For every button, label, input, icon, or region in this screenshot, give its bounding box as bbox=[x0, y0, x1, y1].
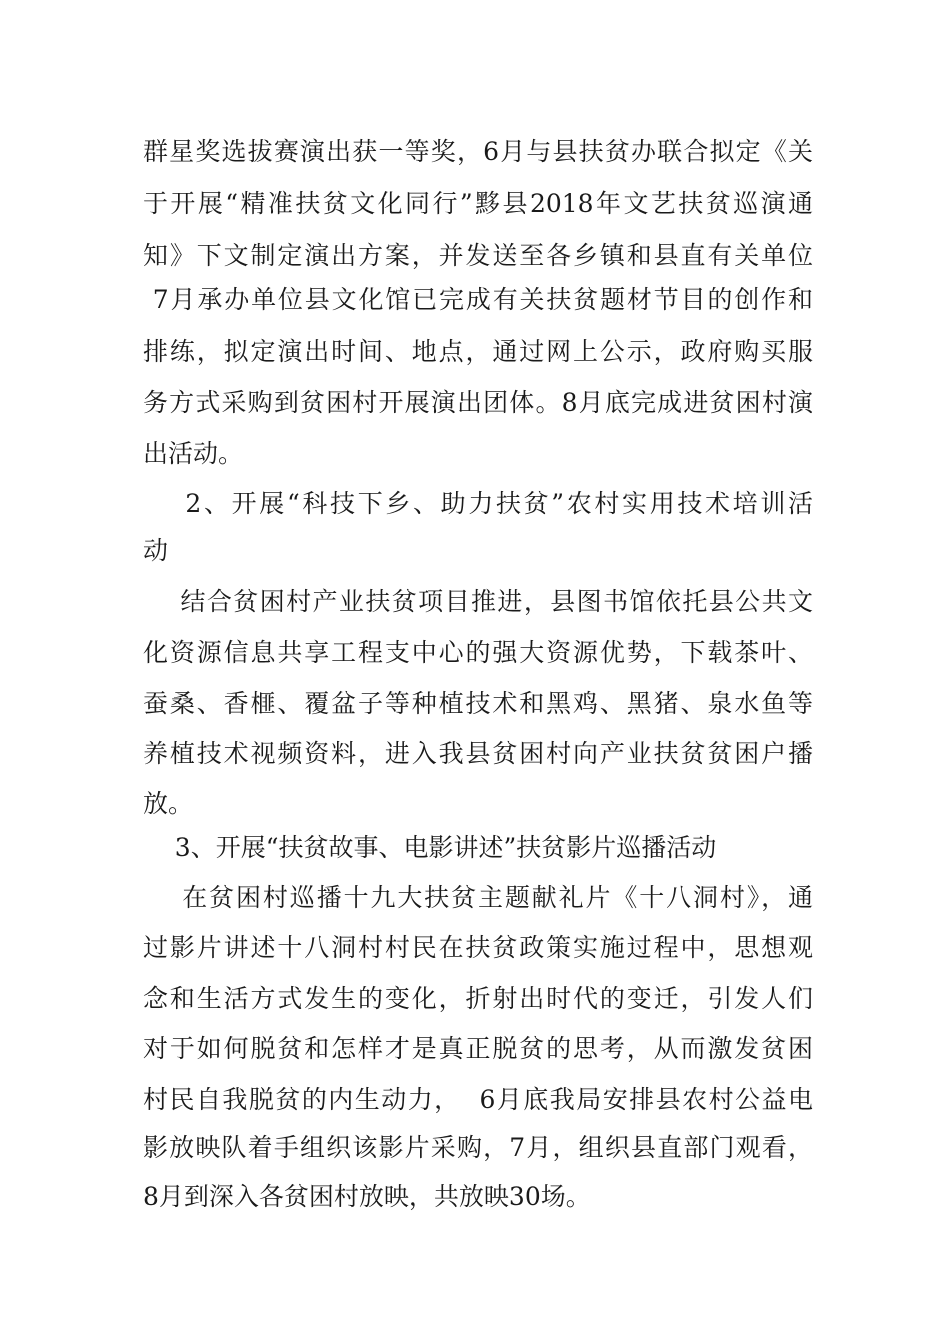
paragraph-line-2: 于开展“精准扶贫文化同行”黟县2018年文艺扶贫巡演通 bbox=[143, 189, 813, 218]
paragraph-line-20: 村民自我脱贫的内生动力， 6月底我局安排县农村公益电 bbox=[143, 1085, 813, 1114]
paragraph-line-6: 务方式采购到贫困村开展演出团体。8月底完成进贫困村演 bbox=[143, 388, 813, 417]
section-heading-2-line-2: 动 bbox=[143, 536, 169, 565]
paragraph-line-10: 结合贫困村产业扶贫项目推进，县图书馆依托县公共文 bbox=[143, 587, 813, 616]
paragraph-line-22: 8月到深入各贫困村放映，共放映30场。 bbox=[143, 1182, 591, 1211]
section-heading-2-line-1: 2、开展“科技下乡、助力扶贫”农村实用技术培训活 bbox=[143, 489, 813, 518]
paragraph-line-16: 在贫困村巡播十九大扶贫主题献礼片《十八洞村》，通 bbox=[143, 883, 813, 912]
paragraph-line-5: 排练，拟定演出时间、地点，通过网上公示，政府购买服 bbox=[143, 337, 813, 366]
paragraph-line-19: 对于如何脱贫和怎样才是真正脱贫的思考，从而激发贫困 bbox=[143, 1034, 813, 1063]
paragraph-line-12: 蚕桑、香榧、覆盆子等种植技术和黑鸡、黑猪、泉水鱼等 bbox=[143, 689, 813, 718]
paragraph-line-3: 知》下文制定演出方案，并发送至各乡镇和县直有关单位 bbox=[143, 241, 813, 270]
paragraph-line-21: 影放映队着手组织该影片采购，7月，组织县直部门观看， bbox=[143, 1133, 813, 1162]
paragraph-line-18: 念和生活方式发生的变化，折射出时代的变迁，引发人们 bbox=[143, 984, 813, 1013]
paragraph-line-14: 放。 bbox=[143, 789, 194, 818]
paragraph-line-7: 出活动。 bbox=[143, 439, 244, 468]
paragraph-line-1: 群星奖选拔赛演出获一等奖，6月与县扶贫办联合拟定《关 bbox=[143, 137, 813, 166]
paragraph-line-11: 化资源信息共享工程支中心的强大资源优势，下载茶叶、 bbox=[143, 638, 813, 667]
paragraph-line-17: 过影片讲述十八洞村村民在扶贫政策实施过程中，思想观 bbox=[143, 933, 813, 962]
paragraph-line-13: 养植技术视频资料，进入我县贫困村向产业扶贫贫困户播 bbox=[143, 739, 813, 768]
paragraph-line-4: 7月承办单位县文化馆已完成有关扶贫题材节目的创作和 bbox=[143, 285, 813, 314]
section-heading-3: 3、开展“扶贫故事、电影讲述”扶贫影片巡播活动 bbox=[143, 833, 717, 862]
